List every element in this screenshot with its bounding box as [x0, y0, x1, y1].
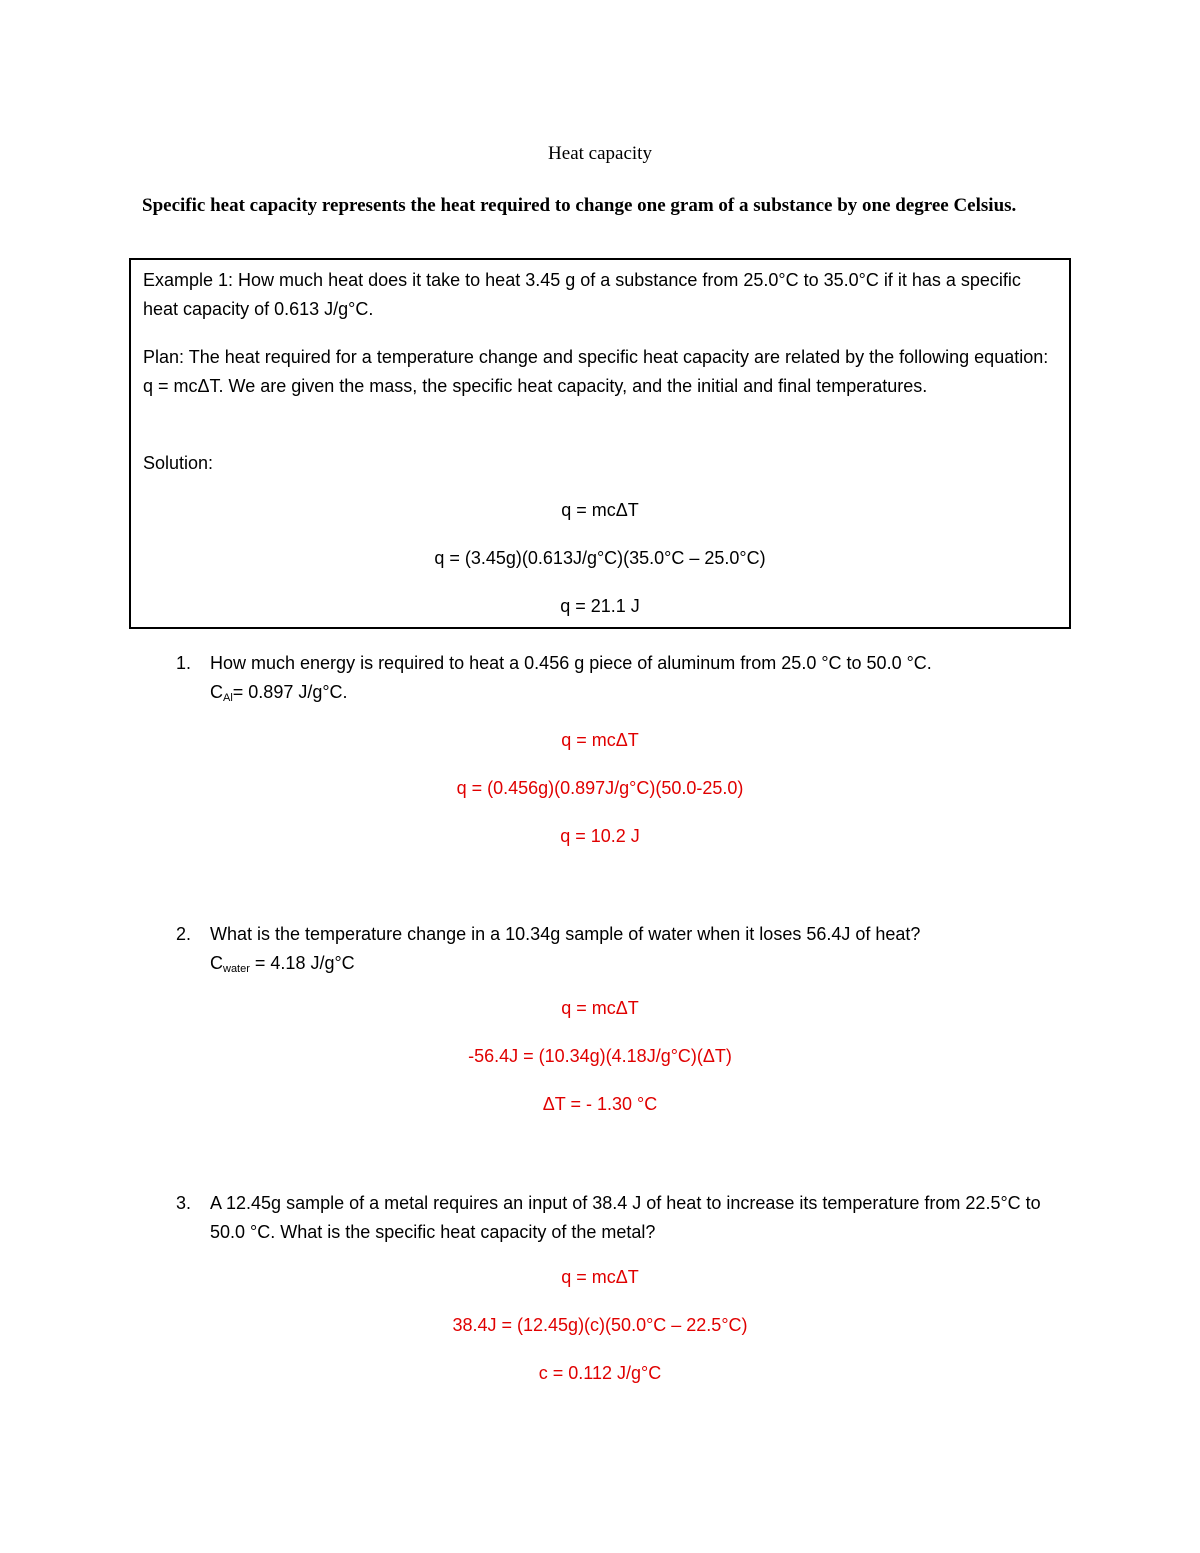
example-equation: q = mcΔT: [561, 500, 639, 520]
answer-2-result: ΔT = - 1.30 °C: [542, 1094, 658, 1114]
answer-1-equation: q = mcΔT: [561, 730, 639, 750]
intro-definition: Specific heat capacity represents the heat required to change one gram of a substance by one degree Celsius.: [142, 195, 1017, 216]
question-1: [176, 649, 1056, 713]
example-question: Example 1: How much heat does it take to heat 3.45 g of a substance from 25.0°C to 35.0°C if it has a specific heat capacity of 0.613 J/g°C.: [143, 270, 1021, 319]
example-plan: Plan: The heat required for a temperature change and specific heat capacity are related by the following equation: q = mcΔT. We are given the mass, the specific heat capacity, and the initial and final temperatures.: [143, 347, 1049, 396]
question-text: A 12.45g sample of a metal requires an input of 38.4 J of heat to increase its temperature from 22.5°C to 50.0 °C. What is the specific heat capacity of the metal?: [210, 1193, 1041, 1242]
answer-3-substitution: 38.4J = (12.45g)(c)(50.0°C – 22.5°C): [452, 1315, 748, 1335]
example-solution-label: Solution:: [143, 453, 214, 473]
answer-3-result: c = 0.112 J/g°C: [538, 1363, 662, 1383]
page-title: Heat capacity: [548, 143, 652, 164]
question-number: 2.: [176, 924, 192, 944]
answer-2-equation: q = mcΔT: [561, 998, 639, 1018]
given-constant: $C_{water} = 4.18$ J/g°C: [210, 953, 355, 975]
example-box: [129, 258, 1071, 629]
question-number: 1.: [176, 653, 192, 673]
answer-1-substitution: q = (0.456g)(0.897J/g°C)(50.0-25.0): [456, 778, 744, 798]
example-substitution: q = (3.45g)(0.613J/g°C)(35.0°C – 25.0°C): [434, 548, 766, 568]
question-3: [176, 1189, 1056, 1247]
answer-2-substitution: -56.4J = (10.34g)(4.18J/g°C)(ΔT): [468, 1046, 732, 1066]
question-text: What is the temperature change in a 10.34g sample of water when it loses 56.4J of heat?: [210, 924, 921, 944]
question-2: [176, 920, 1056, 984]
question-number: 3.: [176, 1193, 192, 1213]
example-result: q = 21.1 J: [560, 596, 640, 616]
answer-1-result: q = 10.2 J: [560, 826, 640, 846]
answer-3-equation: q = mcΔT: [561, 1267, 639, 1287]
given-constant: $C_{Al}= 0.897$ J/g°C.: [210, 682, 348, 704]
question-text: How much energy is required to heat a 0.456 g piece of aluminum from 25.0 °C to 50.0 °C.: [210, 653, 932, 673]
